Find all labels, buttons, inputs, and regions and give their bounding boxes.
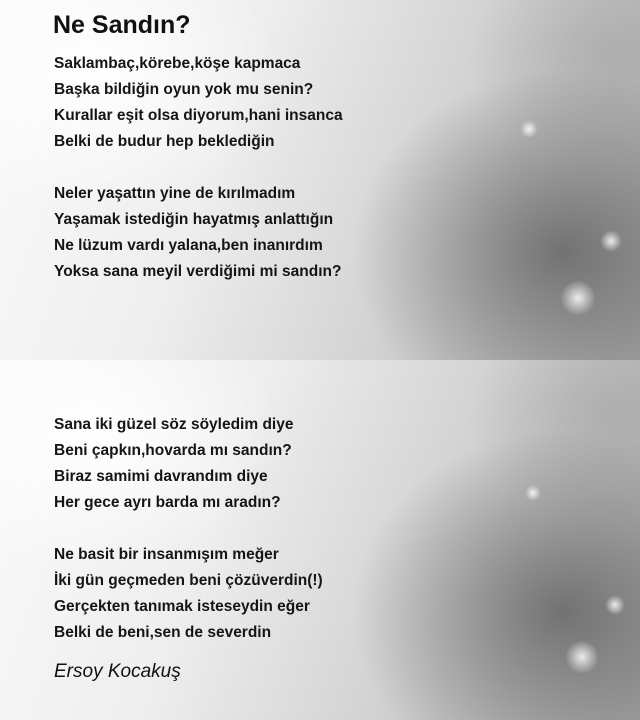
bokeh-light xyxy=(520,120,538,138)
stanza-3 xyxy=(54,412,293,516)
stanza-1 xyxy=(54,51,343,155)
bokeh-light xyxy=(605,595,625,615)
bokeh-light xyxy=(565,640,599,674)
verse-line: Saklambaç,körebe,köşe kapmaca xyxy=(54,55,301,72)
verse-line: Beni çapkın,hovarda mı sandın? xyxy=(54,442,292,459)
verse-line: Başka bildiğin oyun yok mu senin? xyxy=(54,81,314,98)
verse-line: Gerçekten tanımak isteseydin eğer xyxy=(54,598,310,615)
bokeh-light xyxy=(600,230,622,252)
verse-line: İki gün geçmeden beni çözüverdin(!) xyxy=(54,572,323,589)
author-name: Ersoy Kocakuş xyxy=(54,661,181,682)
verse-line: Her gece ayrı barda mı aradın? xyxy=(54,494,281,511)
verse-line: Sana iki güzel söz söyledim diye xyxy=(54,416,294,433)
verse-line: Yoksa sana meyil verdiğimi mi sandın? xyxy=(54,263,342,280)
verse-line: Biraz samimi davrandım diye xyxy=(54,468,268,485)
stanza-4 xyxy=(54,542,323,646)
verse-line: Yaşamak istediğin hayatmış anlattığın xyxy=(54,211,334,228)
verse-line: Ne basit bir insanmışım meğer xyxy=(54,546,279,563)
stanza-2 xyxy=(54,181,341,285)
verse-line: Belki de beni,sen de severdin xyxy=(54,624,272,641)
verse-line: Belki de budur hep beklediğin xyxy=(54,133,275,150)
verse-line: Kurallar eşit olsa diyorum,hani insanca xyxy=(54,107,343,124)
verse-line: Neler yaşattın yine de kırılmadım xyxy=(54,185,296,202)
verse-line: Ne lüzum vardı yalana,ben inanırdım xyxy=(54,237,323,254)
poem-title: Ne Sandın? xyxy=(53,11,191,39)
poem-card-bottom xyxy=(0,360,640,720)
bokeh-light xyxy=(560,280,596,316)
bokeh-light xyxy=(525,485,541,501)
